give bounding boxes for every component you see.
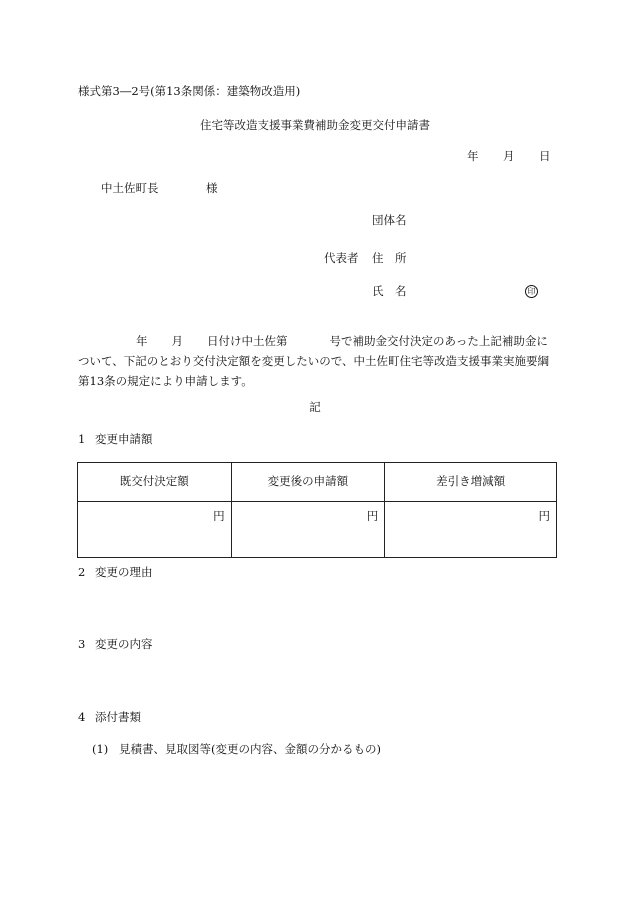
body-month: 月 — [171, 334, 183, 348]
body-line1-rest: 号で補助金交付決定のあった上記補助金 — [329, 334, 537, 348]
header-difference: 差引き増減額 — [385, 463, 557, 502]
section-2-label: 変更の理由 — [95, 565, 153, 579]
amount-table — [77, 462, 557, 558]
section-3-label: 変更の内容 — [95, 637, 153, 651]
name-label: 氏 名 — [372, 284, 407, 298]
addressee-honorific: 様 — [206, 181, 218, 195]
section-1-label: 変更申請額 — [95, 432, 153, 446]
date-month: 月 — [503, 149, 515, 163]
attachment-number: (1) — [92, 742, 109, 756]
section-3 — [78, 639, 153, 651]
attachment-item — [92, 744, 381, 756]
org-name-label: 団体名 — [372, 213, 407, 227]
value-difference: 円 — [385, 502, 557, 558]
table-header-row — [78, 463, 557, 502]
section-1 — [78, 434, 153, 446]
value-new-amount: 円 — [231, 502, 385, 558]
document-title: 住宅等改造支援事業費補助金変更交付申請書 — [200, 118, 430, 132]
addressee-name: 中土佐町長 — [101, 181, 159, 195]
representative-label: 代表者 — [324, 251, 359, 265]
value-prior-amount: 円 — [78, 502, 232, 558]
section-2 — [78, 567, 153, 579]
body-year: 年 — [136, 334, 148, 348]
ki-heading: 記 — [309, 400, 321, 414]
section-2-number: 2 — [78, 565, 86, 579]
application-body — [78, 331, 558, 391]
section-4 — [78, 712, 141, 724]
body-rest: について、下記のとおり交付決定額を変更したいので、中土佐町住宅等改造支援事業実施要綱第13条の規定により申請します。 — [78, 334, 550, 388]
section-1-number: 1 — [78, 432, 86, 446]
section-4-number: 4 — [78, 710, 86, 724]
date-day: 日 — [539, 149, 551, 163]
section-3-number: 3 — [78, 637, 86, 651]
date-year: 年 — [467, 149, 479, 163]
attachment-text: 見積書、見取図等(変更の内容、金額の分かるもの) — [119, 742, 381, 756]
seal-mark: 印 — [525, 285, 538, 298]
body-day-ref: 日付け中土佐第 — [207, 334, 288, 348]
section-4-label: 添付書類 — [95, 710, 141, 724]
header-new-amount: 変更後の申請額 — [231, 463, 385, 502]
addressee — [101, 181, 218, 195]
form-number: 様式第3―2号(第13条関係：建築物改造用) — [78, 84, 301, 98]
address-label: 住 所 — [372, 251, 407, 265]
table-value-row — [78, 502, 557, 558]
header-prior-amount: 既交付決定額 — [78, 463, 232, 502]
